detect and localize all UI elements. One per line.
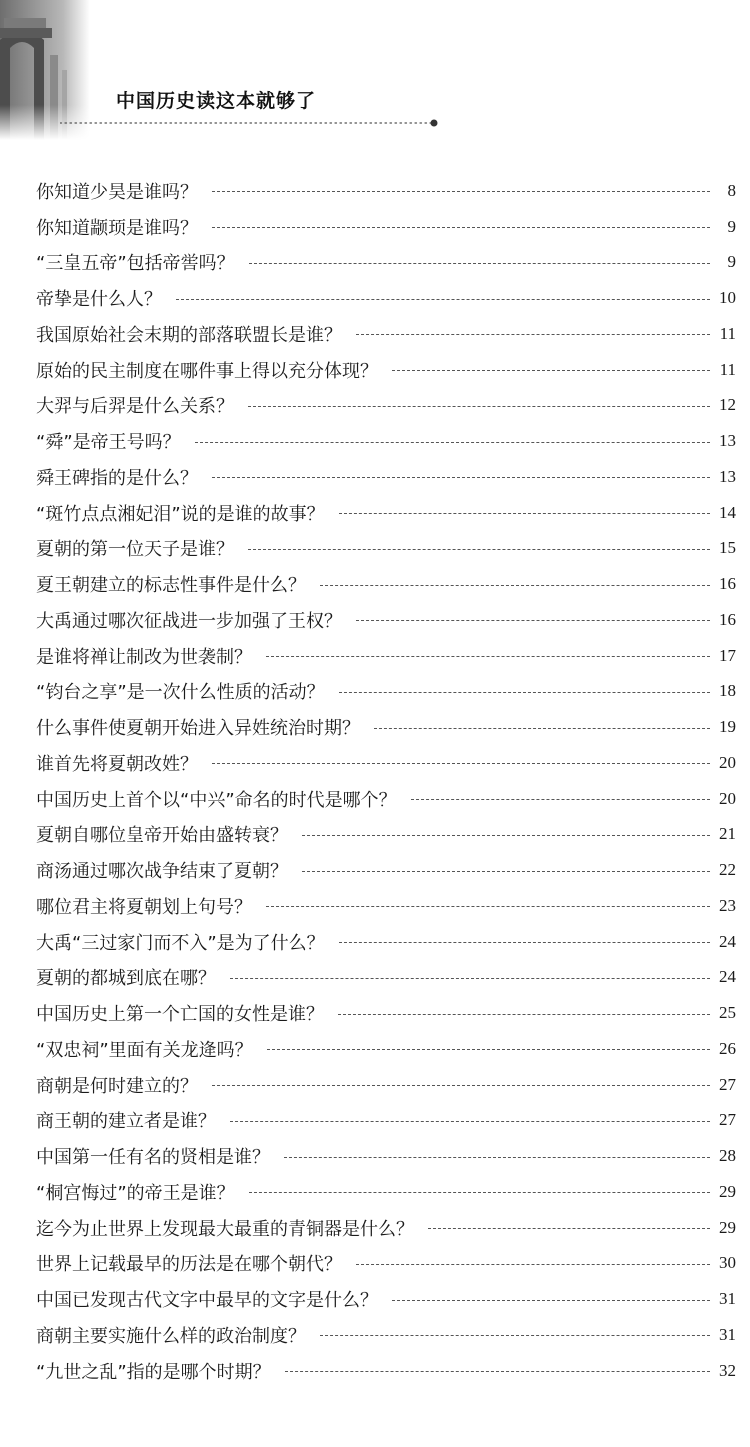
dotted-leader [267,1049,710,1050]
dotted-leader [212,763,710,764]
dotted-leader [338,1014,710,1015]
toc-entry-page: 31 [719,1289,736,1309]
toc-entry-title: 大羿与后羿是什么关系？ [36,396,234,418]
toc-entry-title: 商王朝的建立者是谁？ [36,1111,216,1133]
toc-entry[interactable] [36,352,736,388]
dotted-leader [392,370,710,371]
toc-entry[interactable] [36,781,736,817]
table-of-contents [36,173,736,1389]
toc-entry-page: 25 [719,1003,736,1023]
toc-entry-title: 夏朝的都城到底在哪？ [36,968,216,990]
toc-entry-title: “三皇五帝”包括帝喾吗？ [36,253,235,275]
dotted-leader [374,728,710,729]
toc-entry[interactable] [36,709,736,745]
toc-entry-title: 什么事件使夏朝开始进入异姓统治时期？ [36,718,360,740]
toc-entry-title: 中国已发现古代文字中最早的文字是什么？ [36,1290,378,1312]
dotted-leader [266,906,710,907]
toc-entry-title: 中国第一任有名的贤相是谁？ [36,1147,270,1169]
toc-entry-title: 你知道少昊是谁吗？ [36,181,198,203]
toc-entry[interactable] [36,1138,736,1174]
dotted-leader [320,1335,710,1336]
dotted-divider [60,116,440,130]
toc-entry-title: 大禹通过哪次征战进一步加强了王权？ [36,610,342,632]
dotted-leader [230,978,710,979]
toc-entry[interactable] [36,638,736,674]
dotted-leader [356,334,710,335]
dotted-leader [248,406,710,407]
dotted-leader [392,1300,710,1301]
toc-entry[interactable] [36,388,736,424]
dotted-leader [428,1228,710,1229]
dotted-leader [356,620,710,621]
dotted-leader [285,1371,710,1372]
toc-entry-page: 20 [719,752,736,772]
toc-entry-title: 舜王碑指的是什么？ [36,467,198,489]
toc-entry-title: 世界上记载最早的历法是在哪个朝代？ [36,1254,342,1276]
toc-entry[interactable] [36,1103,736,1139]
dotted-leader [302,835,710,836]
toc-entry-page: 30 [719,1253,736,1273]
toc-entry[interactable] [36,566,736,602]
toc-entry[interactable] [36,1281,736,1317]
toc-entry[interactable] [36,888,736,924]
toc-entry[interactable] [36,1174,736,1210]
toc-entry-title: 商朝是何时建立的？ [36,1075,198,1097]
toc-entry-page: 13 [719,431,736,451]
toc-entry-title: 哪位君主将夏朝划上句号？ [36,896,252,918]
toc-entry[interactable] [36,459,736,495]
toc-entry-page: 19 [719,717,736,737]
dotted-leader [212,1085,710,1086]
toc-entry-page: 24 [719,931,736,951]
toc-entry-title: 我国原始社会末期的部落联盟长是谁？ [36,324,342,346]
toc-entry-title: 中国历史上首个以“中兴”命名的时代是哪个？ [36,789,397,811]
dotted-leader [339,513,710,514]
dotted-leader [249,263,710,264]
toc-entry-title: 商朝主要实施什么样的政治制度？ [36,1325,306,1347]
toc-entry-page: 16 [719,609,736,629]
toc-entry[interactable] [36,495,736,531]
toc-entry-page: 14 [719,502,736,522]
toc-entry-page: 9 [727,216,736,236]
toc-entry-title: “桐宫悔过”的帝王是谁？ [36,1182,235,1204]
toc-entry[interactable] [36,531,736,567]
toc-entry-page: 32 [719,1360,736,1380]
toc-entry-title: “九世之乱”指的是哪个时期？ [36,1361,271,1383]
toc-entry-page: 20 [719,788,736,808]
toc-entry-page: 16 [719,574,736,594]
toc-entry-title: “斑竹点点湘妃泪”说的是谁的故事？ [36,503,325,525]
toc-entry-title: 大禹“三过家门而不入”是为了什么？ [36,932,325,954]
toc-entry-page: 21 [719,824,736,844]
dotted-leader [266,656,710,657]
toc-entry[interactable] [36,209,736,245]
toc-entry[interactable] [36,1031,736,1067]
dotted-leader [212,227,710,228]
toc-entry-page: 27 [719,1074,736,1094]
dotted-leader [212,477,710,478]
toc-entry[interactable] [36,995,736,1031]
dotted-leader [195,442,710,443]
toc-entry-page: 24 [719,967,736,987]
toc-entry-page: 11 [719,323,736,343]
dotted-leader [339,942,710,943]
toc-entry[interactable] [36,1067,736,1103]
toc-entry[interactable] [36,1353,736,1389]
toc-entry-title: 原始的民主制度在哪件事上得以充分体现？ [36,360,378,382]
dotted-leader [320,585,710,586]
toc-entry[interactable] [36,316,736,352]
toc-entry-title: 夏朝的第一位天子是谁？ [36,539,234,561]
toc-entry[interactable] [36,1317,736,1353]
toc-entry-page: 18 [719,681,736,701]
dotted-leader [212,191,710,192]
toc-entry-page: 8 [727,180,736,200]
dotted-leader [339,692,710,693]
toc-entry[interactable] [36,173,736,209]
toc-entry[interactable] [36,245,736,281]
dotted-leader [411,799,710,800]
toc-entry[interactable] [36,817,736,853]
toc-entry[interactable] [36,852,736,888]
toc-entry-page: 27 [719,1110,736,1130]
toc-entry-title: 谁首先将夏朝改姓？ [36,753,198,775]
toc-entry-page: 29 [719,1181,736,1201]
dotted-leader [356,1264,710,1265]
toc-entry-page: 26 [719,1038,736,1058]
toc-entry-title: 迄今为止世界上发现最大最重的青铜器是什么？ [36,1218,414,1240]
toc-entry[interactable] [36,280,736,316]
toc-entry[interactable] [36,674,736,710]
dotted-leader [176,299,710,300]
toc-entry-title: 中国历史上第一个亡国的女性是谁？ [36,1004,324,1026]
toc-entry[interactable] [36,1210,736,1246]
toc-entry[interactable] [36,423,736,459]
dotted-leader [249,1192,710,1193]
dotted-leader [248,549,710,550]
toc-entry-page: 17 [719,645,736,665]
toc-entry-page: 9 [727,252,736,272]
toc-entry-title: 夏朝自哪位皇帝开始由盛转衰？ [36,825,288,847]
dotted-leader [284,1157,710,1158]
toc-entry[interactable] [36,1246,736,1282]
toc-entry-page: 28 [719,1146,736,1166]
toc-entry-page: 13 [719,466,736,486]
toc-entry-page: 22 [719,860,736,880]
toc-entry-title: “钧台之享”是一次什么性质的活动？ [36,682,325,704]
toc-entry-page: 11 [719,359,736,379]
toc-entry-title: 夏王朝建立的标志性事件是什么？ [36,575,306,597]
toc-entry-title: “舜”是帝王号吗？ [36,432,181,454]
book-title: 中国历史读这本就够了 [116,90,317,112]
toc-entry-title: 是谁将禅让制改为世袭制？ [36,646,252,668]
toc-entry-title: “双忠祠”里面有关龙逄吗？ [36,1039,253,1061]
toc-entry-title: 商汤通过哪次战争结束了夏朝？ [36,861,288,883]
toc-entry-page: 31 [719,1324,736,1344]
toc-entry-title: 帝挚是什么人？ [36,289,162,311]
page-header [0,0,750,140]
dotted-leader [230,1121,710,1122]
toc-entry[interactable] [36,602,736,638]
toc-entry[interactable] [36,924,736,960]
toc-entry[interactable] [36,745,736,781]
toc-entry-page: 29 [719,1217,736,1237]
toc-entry[interactable] [36,960,736,996]
toc-entry-page: 15 [719,538,736,558]
toc-entry-page: 12 [719,395,736,415]
toc-entry-page: 23 [719,895,736,915]
dotted-leader [302,871,710,872]
toc-entry-title: 你知道颛顼是谁吗？ [36,217,198,239]
toc-entry-page: 10 [719,288,736,308]
